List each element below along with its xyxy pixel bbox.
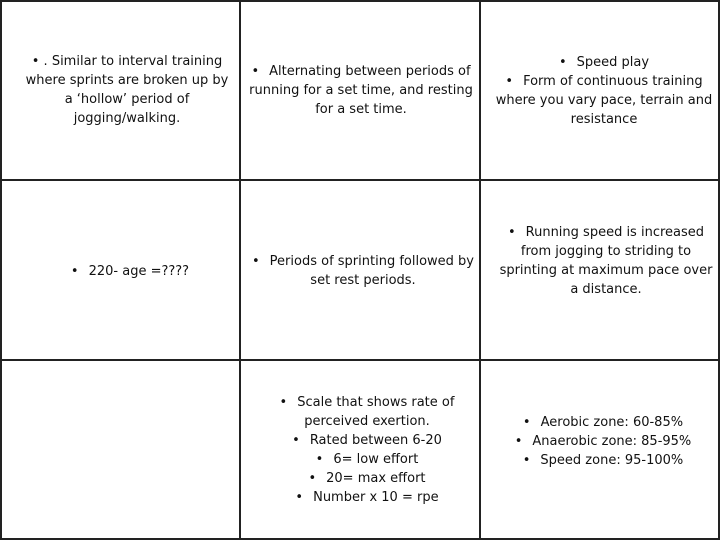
grid-line (0, 0, 2, 540)
list-item: • Rated between 6-20 (262, 431, 472, 450)
cell-rpe-scale (262, 393, 472, 507)
cell-text: • Alternating between periods of running for a set time, and resting for a set time. (246, 62, 476, 119)
cell-acceleration-sprints (498, 223, 714, 299)
cell-title: • Speed play (494, 53, 714, 72)
cell-interval-training-variant (22, 52, 232, 128)
list-item: • Speed zone: 95-100% (490, 451, 716, 470)
cell-interval-training (246, 62, 476, 119)
cell-text: • 220- age =???? (40, 262, 220, 281)
list-item: • 20= max effort (262, 469, 472, 488)
cell-text: • Running speed is increased from jogging to striding to sprinting at maximum pace over a distance. (498, 223, 714, 299)
cell-fartlek (494, 53, 714, 129)
grid-line (0, 359, 720, 361)
rpe-list (262, 393, 472, 507)
list-item: • 6= low effort (262, 450, 472, 469)
cell-text: • Form of continuous training where you vary pace, terrain and resistance (494, 72, 714, 129)
cell-max-heart-rate (40, 262, 220, 281)
list-item: • Scale that shows rate of perceived exertion. (262, 393, 472, 431)
grid-line (0, 179, 720, 181)
zones-list (490, 413, 716, 470)
grid-line (0, 0, 720, 2)
cell-sprint-intervals (252, 252, 474, 290)
cell-training-zones (490, 413, 716, 470)
cell-text: • . Similar to interval training where sprints are broken up by a ‘hollow’ period of jogging/walking. (25, 54, 229, 126)
list-item: • Anaerobic zone: 85-95% (490, 432, 716, 451)
grid-line (239, 0, 241, 540)
list-item: • Number x 10 = rpe (262, 488, 472, 507)
grid-line (479, 0, 481, 540)
cell-text: • Periods of sprinting followed by set rest periods. (252, 252, 474, 290)
list-item: • Aerobic zone: 60-85% (490, 413, 716, 432)
